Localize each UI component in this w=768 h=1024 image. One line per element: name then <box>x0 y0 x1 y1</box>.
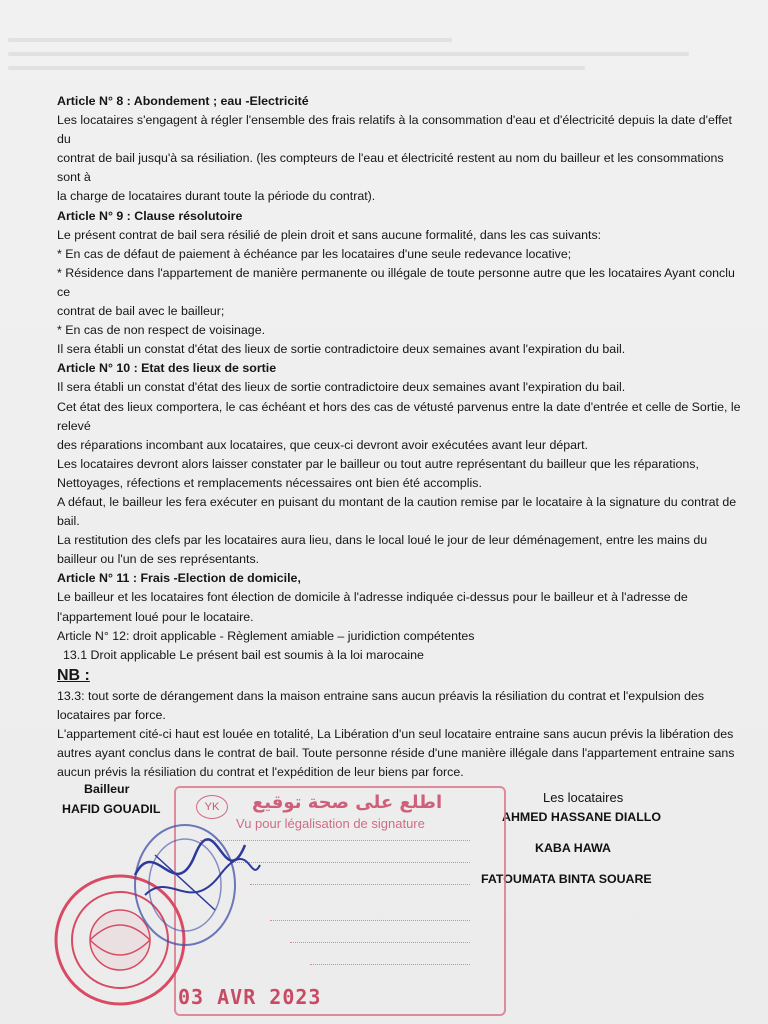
article10-line3: des réparations incombant aux locataires, que ceux-ci devront avoir exécutées avant leur départ. <box>57 437 589 452</box>
nb-line1: 13.3: tout sorte de dérangement dans la maison entraine sans aucun préavis la résiliation du contrat et l'expulsion des locataires par force. <box>57 688 705 722</box>
stamp-yk-mark: YK <box>196 795 228 819</box>
article10-line1: Il sera établi un constat d'état des lieux de sortie contradictoire deux semaines avant l'expiration du bail. <box>57 380 626 395</box>
article10-line6: La restitution des clefs par les locataires aura lieu, dans le local loué le jour de leur déménagement, entre les mains du bailleur ou l'un de ses représentants. <box>57 533 708 567</box>
contract-text <box>57 92 745 782</box>
article9-line4: contrat de bail avec le bailleur; <box>57 304 225 319</box>
article8-line3: la charge de locataires durant toute la période du contrat). <box>57 189 376 204</box>
faint-header-bleed <box>8 28 748 88</box>
article12-line1: Article N° 12: droit applicable - Règlement amiable – juridiction compétentes <box>57 628 475 643</box>
nb-line2: L'appartement cité-ci haut est louée en totalité, La Libération d'un seul locataire entraine sans aucun prévis la libération des autres ayant conclus dans le contrat de bail. Toute personne réside d'une manière illégale dans l'appartement entraine sans aucun prévis la résiliation du contrat et l'expédition de leur biens par force. <box>57 727 735 780</box>
nb-title: NB : <box>57 666 90 684</box>
tenant-3-name: FATOUMATA BINTA SOUARE <box>481 872 652 886</box>
bailleur-name: HAFID GOUADIL <box>62 802 161 816</box>
article9-line1: Le présent contrat de bail sera résilié de plein droit et sans aucune formalité, dans les cas suivants: <box>57 227 602 242</box>
article9-title: Article N° 9 : Clause résolutoire <box>57 208 243 223</box>
handwritten-signature-icon <box>125 815 265 935</box>
article12-line2: 13.1 Droit applicable Le présent bail est soumis à la loi marocaine <box>63 647 424 662</box>
article10-line2: Cet état des lieux comportera, le cas échéant et hors des cas de vétusté parvenus entre la date d'entrée et celle de Sortie, le relevé <box>57 399 741 433</box>
article10-line5: A défaut, le bailleur les fera exécuter en puisant du montant de la caution remise par le locataire à la signature du contrat de bail. <box>57 494 737 529</box>
article9-line3: * Résidence dans l'appartement de manière permanente ou illégale de toute personne autre que les locataires Ayant conclu ce <box>57 265 735 299</box>
tenant-2-name: KABA HAWA <box>535 841 611 855</box>
article10-title: Article N° 10 : Etat des lieux de sortie <box>57 361 277 376</box>
bailleur-label: Bailleur <box>84 782 130 796</box>
article9-line6: Il sera établi un constat d'état des lieux de sortie contradictoire deux semaines avant l'expiration du bail. <box>57 342 626 357</box>
article11-line1: Le bailleur et les locataires font élection de domicile à l'adresse indiquée ci-dessus pour le bailleur et à l'adresse de l'appartement loué pour le locataire. <box>57 590 688 624</box>
article9-line5: * En cas de non respect de voisinage. <box>57 323 266 338</box>
article10-line4: Les locataires devront alors laisser constater par le bailleur ou tout autre représentant du bailleur que les réparations, Nettoyages, réfections et remplacements nécessaires ont bien été accomplis. <box>57 456 699 490</box>
stamp-french-text: Vu pour légalisation de signature <box>236 816 425 831</box>
article9-line2: * En cas de défaut de paiement à échéance par les locataires d'une seule redevance locative; <box>57 246 572 261</box>
article8-line2: contrat de bail jusqu'à sa résiliation. (les compteurs de l'eau et électricité restent au nom du bailleur et les consommations sont à <box>57 151 724 185</box>
locataires-label: Les locataires <box>543 790 624 805</box>
article11-title: Article N° 11 : Frais -Election de domicile, <box>57 571 301 586</box>
stamp-arabic-text: اطلع على صحة توقيع <box>252 792 443 813</box>
article8-title: Article N° 8 : Abondement ; eau -Electricité <box>57 94 309 108</box>
date-stamp: 03 AVR 2023 <box>178 985 322 1009</box>
tenant-1-name: AHMED HASSANE DIALLO <box>502 810 662 824</box>
article8-line1: Les locataires s'engagent à régler l'ensemble des frais relatifs à la consommation d'eau et d'électricité depuis la date d'effet du <box>57 113 732 147</box>
